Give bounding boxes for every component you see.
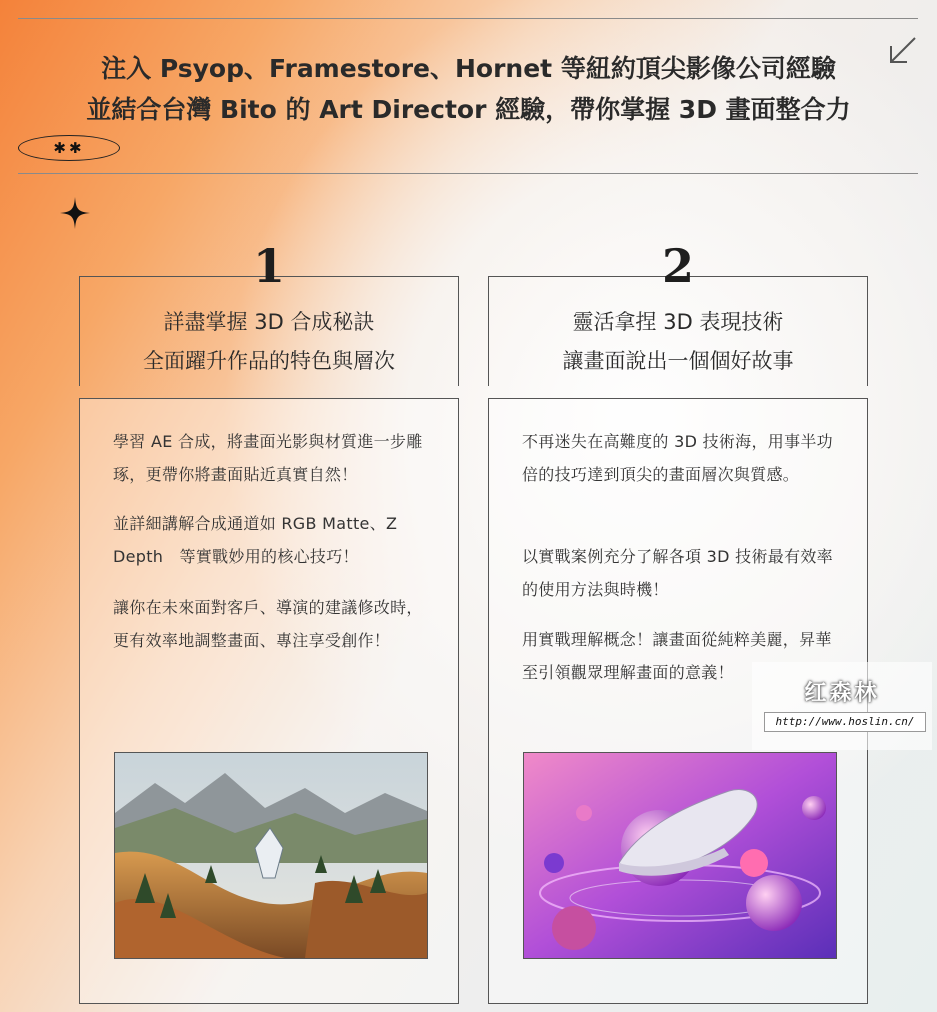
section-1-title-line-2: 全面躍升作品的特色與層次 [143,349,395,373]
headline-line-2: 並結合台灣 Bito 的 Art Director 經驗，帶你掌握 3D 畫面整合力 [86,95,851,124]
section-2-paragraph-2: 以實戰案例充分了解各項 3D 技術最有效率的使用方法與時機！ [522,547,833,599]
watermark-brand: 红森林 [804,681,880,706]
section-1-card [79,398,459,1004]
section-1-header [79,239,459,386]
section-2-paragraph-3: 用實戰理解概念！讓畫面從純粹美麗，昇華至引領觀眾理解畫面的意義！ [522,630,832,682]
section-1-title [80,303,458,381]
header-divider [18,173,918,174]
section-1-paragraph-3: 讓你在未來面對客戶、導演的建議修改時，更有效率地調整畫面、專注享受創作！ [113,598,423,650]
mountain-landscape-image [114,752,428,959]
section-1-number: 1 [252,239,286,293]
section-2-paragraph-1: 不再迷失在高難度的 3D 技術海，用事半功倍的技巧達到頂尖的畫面層次與質感。 [522,432,833,484]
site-watermark [752,662,932,750]
section-1-paragraph-2: 並詳細講解合成通道如 RGB Matte、Z Depth 等實戰妙用的核心技巧！ [113,514,398,566]
sparkle-icon [60,197,90,229]
section-2-title [489,303,867,381]
stars-badge: ✱✱ [18,135,120,161]
section-2-title-line-2: 讓畫面說出一個個好故事 [562,349,794,373]
watermark-url: http://www.hoslin.cn/ [764,712,926,732]
section-1-paragraph-1: 學習 AE 合成，將畫面光影與材質進一步雕琢，更帶你將畫面貼近真實自然！ [113,432,423,484]
arrow-down-left-icon [885,34,919,68]
section-1-title-line-1: 詳盡掌握 3D 合成秘訣 [163,310,375,334]
section-2-number: 2 [661,239,695,293]
headline-line-1: 注入 Psyop、Framestore、Hornet 等紐約頂尖影像公司經驗 [101,54,836,83]
section-2-header [488,239,868,386]
top-divider [18,18,918,19]
3d-sneaker-image [523,752,837,959]
page-headline [0,48,937,130]
section-2-title-line-1: 靈活拿捏 3D 表現技術 [572,310,784,334]
